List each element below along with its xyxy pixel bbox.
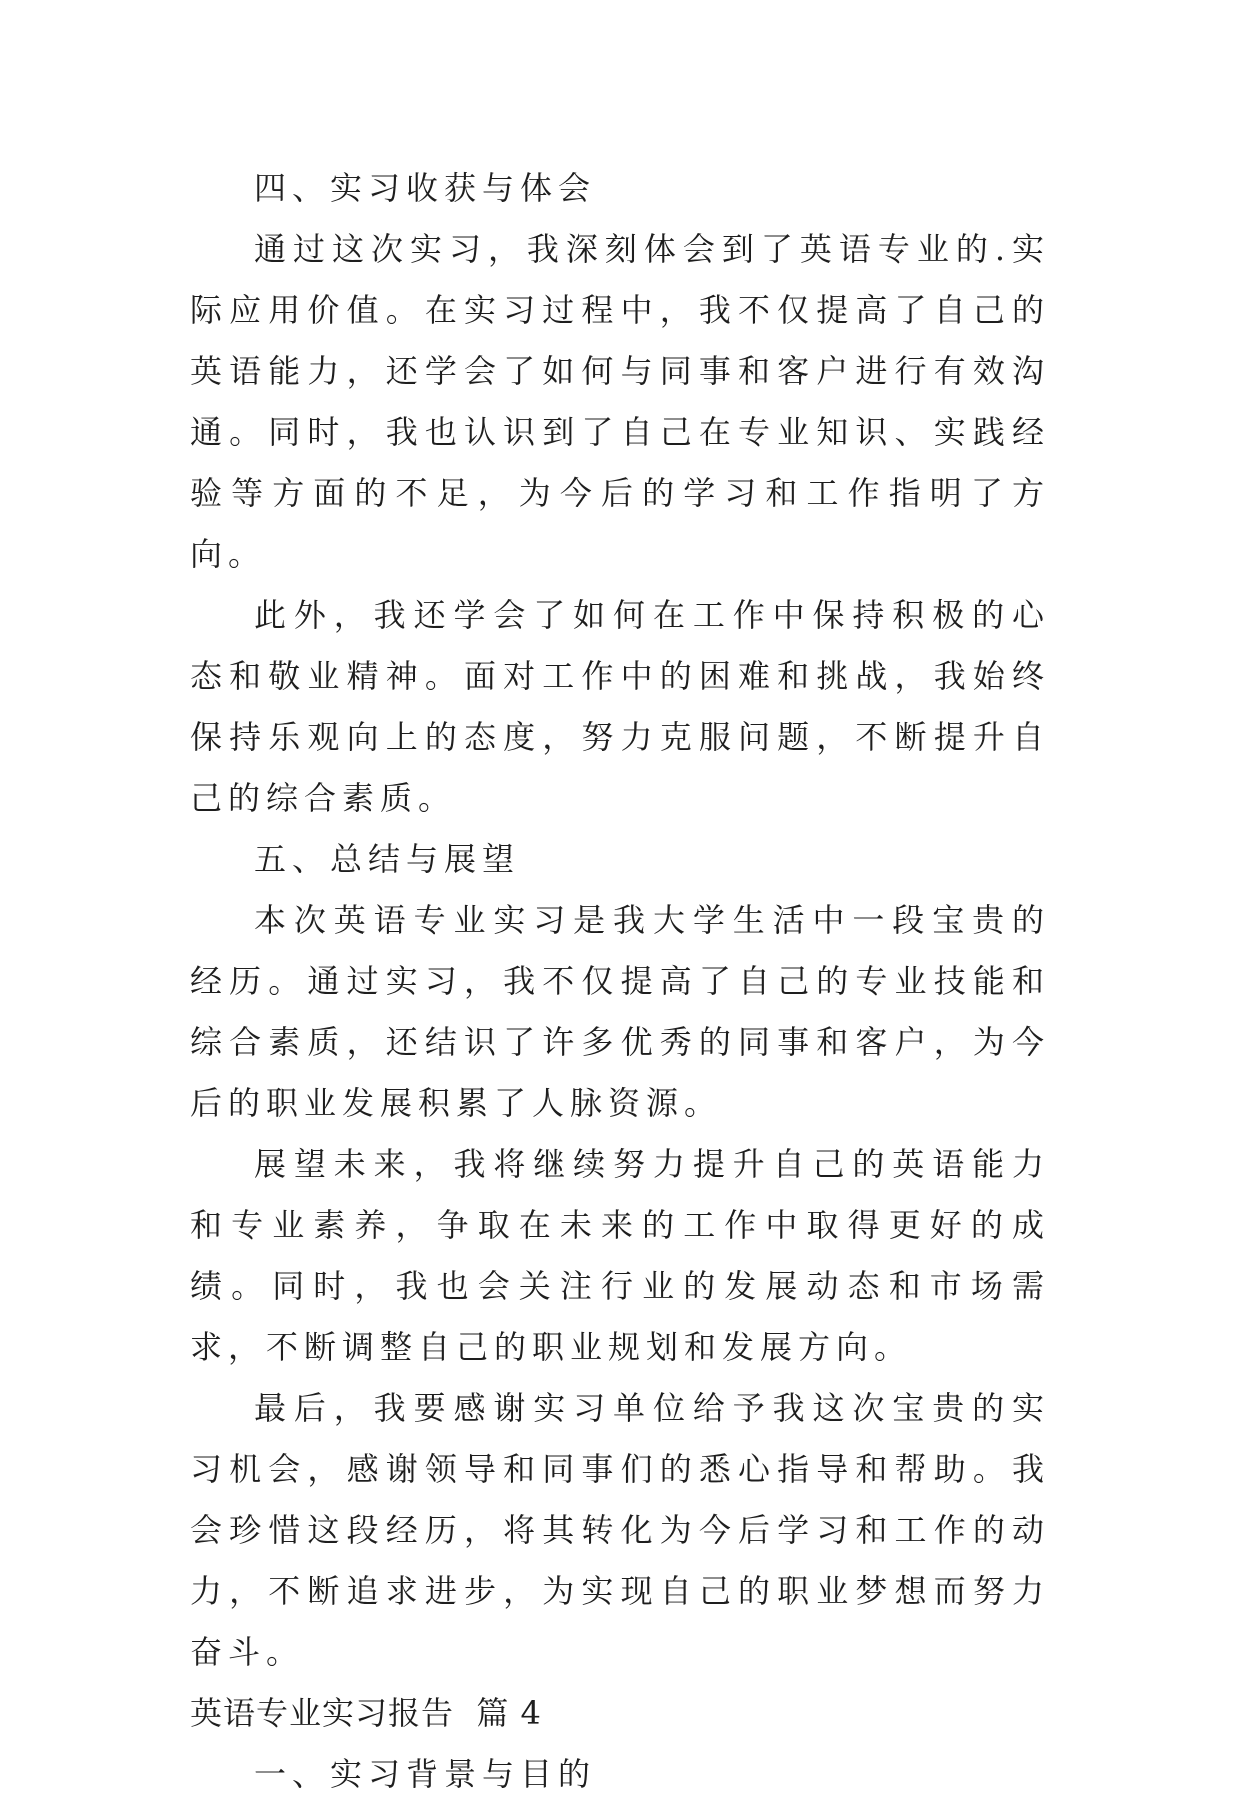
section-heading: 一、实习背景与目的 bbox=[254, 1755, 597, 1793]
paragraph: 此外，我还学会了如何在工作中保持积极的心态和敬业精神。面对工作中的困难和挑战，我始终保持乐观向上的态度，努力克服问题，不断提升自己的综合素质。 bbox=[190, 596, 1050, 817]
document-body bbox=[190, 158, 1050, 1805]
section-heading: 四、实习收获与体会 bbox=[254, 169, 597, 207]
paragraph: 本次英语专业实习是我大学生活中一段宝贵的经历。通过实习，我不仅提高了自己的专业技能和综合素质，还结识了许多优秀的同事和客户，为今后的职业发展积累了人脉资源。 bbox=[190, 901, 1050, 1122]
paragraph: 通过这次实习，我深刻体会到了英语专业的.实际应用价值。在实习过程中，我不仅提高了自己的英语能力，还学会了如何与同事和客户进行有效沟通。同时，我也认识到了自己在专业知识、实践经验等方面的不足，为今后的学习和工作指明了方向。 bbox=[190, 230, 1050, 573]
article-title: 英语专业实习报告 篇 4 bbox=[190, 1694, 542, 1732]
paragraph: 展望未来，我将继续努力提升自己的英语能力和专业素养，争取在未来的工作中取得更好的成绩。同时，我也会关注行业的发展动态和市场需求，不断调整自己的职业规划和发展方向。 bbox=[190, 1145, 1050, 1366]
paragraph: 最后，我要感谢实习单位给予我这次宝贵的实习机会，感谢领导和同事们的悉心指导和帮助。我会珍惜这段经历，将其转化为今后学习和工作的动力，不断追求进步，为实现自己的职业梦想而努力奋斗。 bbox=[190, 1389, 1050, 1671]
section-heading: 五、总结与展望 bbox=[254, 840, 521, 878]
